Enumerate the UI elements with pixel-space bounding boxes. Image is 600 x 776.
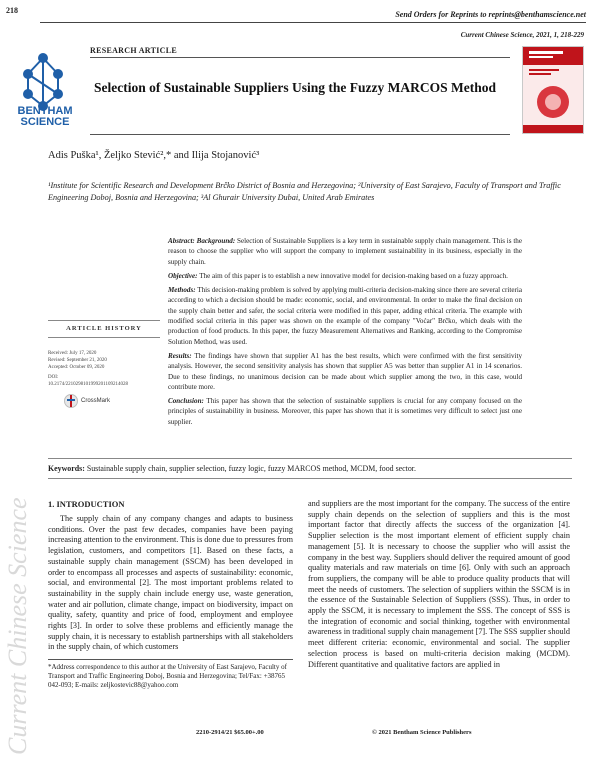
abstract-background	[168, 236, 522, 267]
correspondence-footnote: *Address correspondence to this author at the University of East Sarajevo, Faculty of Transport and Traffic Engineering Doboj, Bosnia and Herzegovina; Tel/Fax: +38765 042-093; E-mails: zeljkostevic88@yahoo.com	[48, 659, 293, 690]
accepted-date: Accepted: October 09, 2020	[48, 365, 105, 370]
history-rule-top	[48, 320, 160, 321]
abstract-methods-text: This decision-making problem is solved by applying multi-criteria decision-making since there are several criteria according to which a decision should be made: economic, social, and environmental. In order to make the final decision on the supply chain better and safer, the social criteria were modified in this paper, adding ethical criteria. The example with modified social criteria in this paper was shown on the example of the company "Voćar" Brčko, which deals with the production of food products. In this paper, the fuzzy Measurement Alternatives and Ranking, according to the Compromise Solution Method, was used.	[168, 286, 522, 346]
side-journal-title	[3, 420, 36, 760]
intro-column-2: and suppliers are the most important for the company. The success of the entire supply chain depends on the selection of suppliers and this is the most important factor that directly affects the success of the organization [4]. Supplier selection is the most important element of efficient supply chain management [5]. It is necessary to choose the supplier who will assist the company in the best way. Suppliers should deliver the required amount of good quality materials and raw materials on time [6]. Only with such an approach from suppliers, the company will be able to produce quality products that will meet the needs of customers. The selection of suppliers within the SSCM is in the essence of the Sustainable Selection of Suppliers (SSS). Thus, in order to apply the SSCM, it is necessary to implement the SSS. The concept of SSS is the integration of economic and social thinking, together with environmental awareness in traditional supply chain management [7]. The SSS supplier should meet different criteria: economic, environmental and social. The supplier selection process is based on multi-criteria decision making (MCDM). Different quantitative and qualitative factors are applied in	[308, 499, 570, 669]
copyright: © 2021 Bentham Science Publishers	[372, 729, 472, 736]
doi-label: DOI:	[48, 375, 59, 380]
revised-date: Revised: September 21, 2020	[48, 358, 107, 363]
title-rule-top	[90, 57, 510, 58]
issn-price: 2210-2914/21 $65.00+.00	[196, 729, 264, 736]
keywords	[48, 464, 568, 473]
author-list: Adis Puška¹, Željko Stević²,* and Ilija Stojanović³	[48, 150, 260, 161]
doi-link[interactable]: 10.2174/2210298101999201109214028	[48, 382, 128, 387]
logo-line1: BENTHAM	[17, 105, 73, 117]
article-history-heading: ARTICLE HISTORY	[66, 325, 142, 332]
abstract-objective-text: The aim of this paper is to establish a new innovative model for decision-making based on a fuzzy approach.	[199, 271, 508, 280]
abstract-methods-label: Methods:	[168, 286, 196, 295]
abstract-methods	[168, 285, 522, 347]
abstract-background-text: Selection of Sustainable Suppliers is a key term in sustainable supply chain management. This is the reason to choose the supplier who will support the company to implement sustainability in its business, especially in the supply chain.	[168, 237, 522, 266]
section-heading-introduction: 1. INTRODUCTION	[48, 499, 125, 509]
keywords-text: Sustainable supply chain, supplier selection, fuzzy logic, fuzzy MARCOS method, MCDM, food sector.	[86, 464, 416, 473]
article-title: Selection of Sustainable Suppliers Using the Fuzzy MARCOS Method	[94, 80, 497, 95]
header-rule	[40, 22, 586, 23]
abstract-conclusion-text: This paper has shown that the selection of sustainable suppliers is crucial for any company focused on the principles of sustainability in business. Moreover, this paper has shown that it is sometimes very difficult to select just one supplier.	[168, 397, 522, 426]
abstract-results-text: The findings have shown that supplier A1 has the best results, which were confirmed with the first sensitivity analysis. However, the second sensitivity analysis has shown that supplier A5 was better than supplier A1 in 14 scenarios. Due to these findings, no unanimous decision can be made about which supplier among the two, in this case, would contribute more.	[168, 351, 522, 391]
crossmark-label: CrossMark	[81, 398, 111, 404]
abstract-background-label: Abstract: Background:	[168, 237, 236, 245]
side-journal-title-text: Current Chinese Science	[3, 497, 32, 755]
abstract-objective	[168, 271, 522, 281]
abstract-results	[168, 351, 522, 392]
journal-citation: Current Chinese Science, 2021, 1, 218-229	[460, 31, 584, 39]
page-number: 218	[6, 6, 18, 15]
article-history	[48, 350, 160, 388]
publisher-logo-text	[6, 106, 84, 128]
abstract-conclusion-label: Conclusion:	[168, 397, 204, 406]
abstract	[168, 236, 522, 431]
journal-cover-image	[522, 46, 584, 134]
keywords-rule-bottom	[48, 478, 572, 479]
section-label: RESEARCH ARTICLE	[90, 46, 177, 55]
logo-line2: SCIENCE	[20, 116, 70, 128]
intro-column-1: The supply chain of any company changes and adapts to business conditions. Over the past few decades, companies have been paying increasing attention to the environment. This is done due to pressures from legislation, customers, and competitors [1]. Based on these facts, a sustainable supply chain management (SSCM) has been developed in order to encompass all processes and aspects of sustainability: economic, social, and environmental [2]. The most important problems related to sustainability in the supply chain include energy use, waste generation, water and air pollution, climate change, impact on biodiversity, impact on quality, safety, quantity and price of food, employment and employee rights [3]. In order to solve these problems and efficiently manage the supply chain, it is necessary to establish partnerships with all stakeholders in the supply chain, of which customers	[48, 514, 293, 652]
history-rule-bottom	[48, 337, 160, 338]
affiliations: ¹Institute for Scientific Research and Development Brčko District of Bosnia and Herzegovina; ²University of East Sarajevo, Faculty of Transport and Traffic Engineering Doboj, Bosnia and Herzegovina; ³Al Ghurair University Dubai, United Arab Emirates	[48, 181, 561, 202]
crossmark-icon	[64, 394, 78, 412]
title-rule-bottom	[90, 134, 510, 135]
received-date: Received: July 17, 2020	[48, 351, 97, 356]
abstract-conclusion	[168, 396, 522, 427]
abstract-objective-label: Objective:	[168, 271, 198, 280]
keywords-rule-top	[48, 458, 572, 459]
reprints-notice: Send Orders for Reprints to reprints@benthamscience.net	[395, 10, 586, 19]
abstract-results-label: Results:	[168, 351, 192, 360]
crossmark-badge[interactable]	[64, 390, 111, 416]
keywords-label: Keywords:	[48, 464, 85, 473]
